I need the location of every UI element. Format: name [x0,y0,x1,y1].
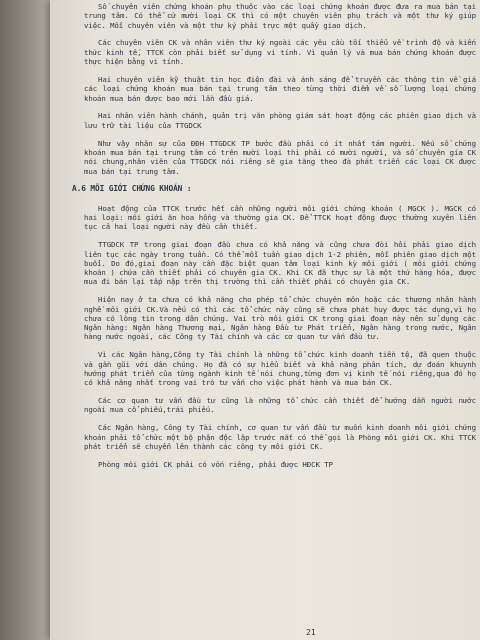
scanned-page [50,0,480,640]
paragraph: Hai nhân viên hành chánh, quản trị văn phòng giám sát hoạt động các phiên giao dịch và lưu trữ tài liệu của TTGDCK [84,111,480,130]
page-number: 21 [306,628,316,637]
paragraph: Hoạt động của TTCK trước hết cần những người môi giới chứng khoán ( MGCK ). MGCK có hai loại: môi giới ăn hoa hồng và thường gia CK. Để TTCK hoạt động được thường xuyên liên tục cả hai loại người này đều cần thiết. [84,203,480,232]
paragraph: Hiện nay ở ta chưa có khả năng cho phép tổ chức chuyên môn hoặc các thương nhân hành nghề môi giới CK.Và nếu có thì các tổ chức này cũng sẽ chưa phát huy được tác dụng,vì họ chưa có lòng tin trong dân chúng. Vai trò môi giới CK trong giai đoạn này nên sử dụng các Ngân hàng: Ngân hàng Thương mại, Ngân hàng Đầu tư Phát triển, Ngân hàng trong nước, Ngân hàng nước ngoài, các Công ty Tài chính và các cơ quan tư vấn đầu tư. [84,295,480,342]
paragraph: Các cơ quan tư vấn đầu tư cũng là những tổ chức cần thiết để hướng dẫn người nước ngoài mua cổ phiếu,trái phiếu. [84,396,480,415]
paragraph: Phòng môi giới CK phải có vốn riêng, phải được HĐCK TP [98,459,333,469]
page-body-text [72,2,480,478]
paragraph: Vì các Ngân hàng,Công ty Tài chính là những tổ chức kinh doanh tiền tệ, đã quen thuộc và gần gũi với dân chúng. Họ đã có sự hiểu biết và khả năng phân tích, dự đoán khuynh hướng phát triển của từng ngành kinh tế nói chung,từng đơn vị kinh tế nói riêng,qua đó họ có khả năng nhất trong vai trò tư vấn cho việc phát hành và mua bán CK. [84,350,480,388]
paragraph: Các chuyên viên CK và nhân viên thư ký ngoài các yêu cầu tối thiểu về trình độ và kiến thức kinh tế, TTCK còn phải biết sử dụng vi tính. Vì quản lý và mua bán chứng khoán được thực hiện bằng vi tính. [84,38,480,67]
paragraph: TTGDCK TP trong giai đoạn đầu chưa có khả năng và cũng chưa đòi hỏi phải giao dịch liên tục các ngày trong tuần. Có thể mỗi tuần giao dịch 1-2 phiên, mỗi phiên giao dịch một buổi. Do đó,giai đoạn này cần đặc biệt quan tâm loại kinh kỳ môi giới ( môi giới chứng khoán ) chứa cần thiết phải có chuyên gia CK. Khi CK đã thực sự là một thứ hàng hóa, được mua đi bán lại tấp nập trên thị trường thì cần thiết phải có chuyên gia CK. [84,240,480,287]
paragraph: Các Ngân hàng, Công ty Tài chính, cơ quan tư vấn đầu tư muốn kinh doanh môi giới chứng khoán phải tổ chức một bộ phận độc lập trước mắt có thể gọi là Phòng môi giới CK. Khi TTCK phát triển sẽ chuyển lên thành các công ty môi giới CK. [84,423,480,451]
section-heading: A.6 MÔI GIỚI CHỨNG KHOÁN : [72,184,192,194]
paragraph: Hai chuyên viên kỹ thuật tin học điện đài và ánh sáng để truyền các thông tin về giá các loại chứng khoán mua bán tại trung tâm theo từng thời điểm về số lượng loại chứng khoán mua bán được bao mới lần đầu giá. [84,74,480,103]
book-binding-gutter [0,0,50,640]
paragraph: Như vậy nhân sự của ĐĐH TTGDCK TP bước đầu phải có ít nhất tám người. Nếu số chứng khoán mua bán tại trung tâm có trên mười loại thì phải có mười người, và số chuyên gia CK nói chung,nhân viên của TTGDCK nói riêng sẽ gia tăng theo đà phát triển các loại CK được mua bán tại trung tâm. [84,138,480,176]
paragraph: Số chuyên viên chứng khoán phụ thuộc vào các loại chứng khoán được đưa ra mua bán tại trung tâm. Có thể cứ mười loại CK thì có một chuyên viên phụ trách và một thư ký giúp việc. Mỗi chuyên viên và một thư ký phải trực một quầy giao dịch. [84,2,480,30]
